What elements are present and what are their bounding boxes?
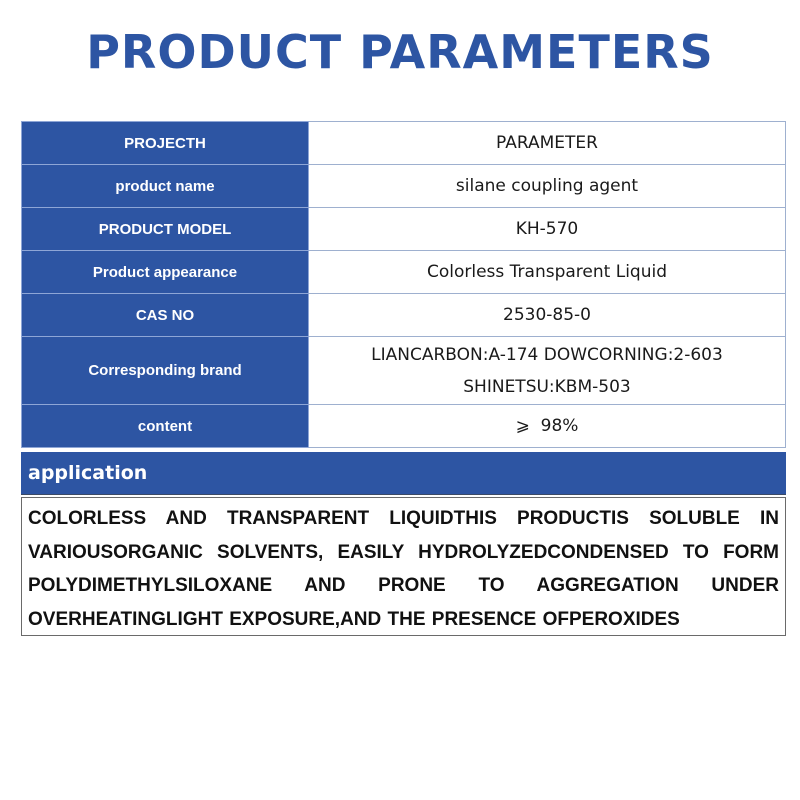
row-value-appearance: Colorless Transparent Liquid [309, 251, 786, 294]
brand-line-2: SHINETSU:KBM-503 [463, 376, 631, 397]
table-header-row [22, 122, 786, 165]
table-row [22, 337, 786, 405]
brand-line-1: LIANCARBON:A-174 DOWCORNING:2-603 [371, 344, 723, 365]
header-value-cell: PARAMETER [309, 122, 786, 165]
table-row [22, 294, 786, 337]
row-label-appearance: Product appearance [22, 251, 309, 294]
page-title: PRODUCT PARAMETERS [86, 25, 714, 79]
row-label-content: content [22, 405, 309, 448]
table-row [22, 251, 786, 294]
row-value-product-name: silane coupling agent [309, 165, 786, 208]
parameters-table [21, 121, 786, 448]
row-value-product-model: KH-570 [309, 208, 786, 251]
row-label-product-name: product name [22, 165, 309, 208]
application-description: COLORLESS AND TRANSPARENT LIQUIDTHIS PRODUCTIS SOLUBLE IN VARIOUSORGANIC SOLVENTS, EASILY HYDROLYZEDCONDENSED TO FORM POLYDIMETHYLSILOXANE AND PRONE TO AGGREGATION UNDER OVERHEATINGLIGHT EXPOSURE,AND THE PRESENCE OFPEROXIDES [21, 497, 786, 636]
header-key-cell: PROJECTH [22, 122, 309, 165]
row-label-product-model: PRODUCT MODEL [22, 208, 309, 251]
row-value-content: ⩾ 98% [309, 405, 786, 448]
row-label-cas-no: CAS NO [22, 294, 309, 337]
row-value-brand [309, 337, 786, 405]
table-row [22, 208, 786, 251]
row-value-cas-no: 2530-85-0 [309, 294, 786, 337]
row-label-brand: Corresponding brand [22, 337, 309, 405]
table-row [22, 405, 786, 448]
table-row [22, 165, 786, 208]
application-header: application [21, 452, 786, 495]
